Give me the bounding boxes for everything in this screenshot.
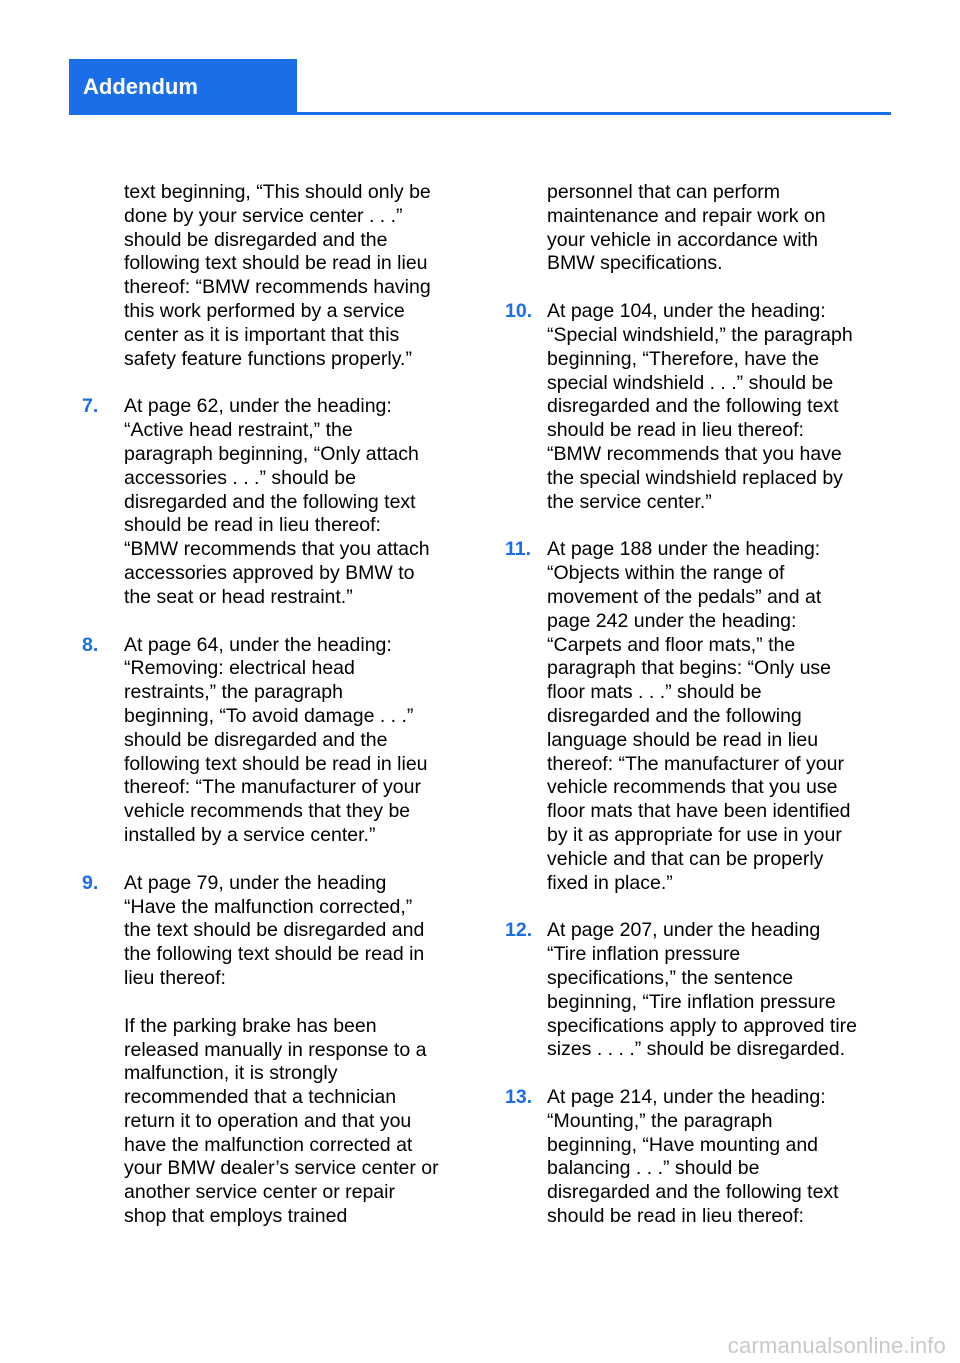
item-number: 10.: [505, 300, 533, 323]
item-9-continuation: If the parking brake has been released manually in response to a malfunction, it is strongly recommended that a technician return it to operation and that you have the malfunction corrected at your BMW dealer’s service center or another service center or repair shop that employs trained: [124, 1014, 439, 1228]
item-text: At page 214, under the heading: “Mounting,” the paragraph beginning, “Have mounting and balancing . . .” should be disregarded and the following text should be read in lieu thereof:: [547, 1086, 839, 1228]
left-intro-paragraph: text beginning, “This should only be done by your service center . . .” should be disregarded and the following text should be read in lieu thereof: “BMW recommends having this work performed by a service center as it is important that this safety feature functions properly.”: [124, 181, 431, 370]
section-title: Addendum: [83, 73, 198, 99]
item-number: 11.: [505, 538, 532, 561]
list-item-13: [505, 1086, 887, 1229]
item-number: 13.: [505, 1086, 533, 1109]
left-column: [82, 181, 469, 1253]
item-text: At page 104, under the heading: “Special windshield,” the paragraph beginning, “Therefore, have the special windshield . . .” should be disregarded and the following text should be read in lieu thereof: “BMW recommends that you have the special windshield replaced by the service center.”: [547, 300, 853, 513]
list-item-8: [82, 633, 469, 848]
item-text: At page 62, under the heading: “Active head restraint,” the paragraph beginning, “Only attach accessories . . .” should be disregarded and the following text should be read in lieu thereof: “BMW recommends that you attach accessories approved by BMW to the seat or head restraint.”: [124, 395, 430, 608]
item-text: At page 188 under the heading: “Objects within the range of movement of the pedals” and at page 242 under the heading: “Carpets and floor mats,” the paragraph that begins: “Only use floor mats . . .” should be disregarded and the following language should be read in lieu thereof: “The manufacturer of your vehicle recommends that you use floor mats that have been identified by it as appropriate for use in your vehicle and that can be properly fixed in place.”: [547, 538, 851, 894]
section-header-tab: [69, 59, 297, 114]
right-column: [505, 181, 887, 1253]
list-item-7: [82, 395, 469, 609]
item-number: 12.: [505, 919, 533, 942]
list-item-9: [82, 871, 469, 991]
right-intro-paragraph: personnel that can perform maintenance and repair work on your vehicle in accordance with BMW specifications.: [547, 181, 826, 275]
item-number: 7.: [82, 395, 99, 418]
item-text: At page 207, under the heading “Tire inflation pressure specifications,” the sentence beginning, “Tire inflation pressure specifications apply to approved tire sizes . . . .” should be disregarded.: [547, 919, 858, 1061]
header-rule: [69, 112, 891, 115]
list-item-12: [505, 919, 887, 1062]
item-text: At page 64, under the heading: “Removing: electrical head restraints,” the paragraph beginning, “To avoid damage . . .” should be disregarded and the following text should be read in lieu thereof: “The manufacturer of your vehicle recommends that they be installed by a service center.”: [124, 633, 428, 846]
item-text: At page 79, under the heading “Have the malfunction corrected,” the text should be disregarded and the following text should be read in lieu thereof:: [124, 871, 425, 989]
list-item-10: [505, 300, 887, 514]
item-number: 8.: [82, 633, 99, 656]
watermark-text: carmanualsonline.info: [727, 1333, 946, 1358]
item-number: 9.: [82, 871, 99, 894]
list-item-11: [505, 538, 887, 895]
